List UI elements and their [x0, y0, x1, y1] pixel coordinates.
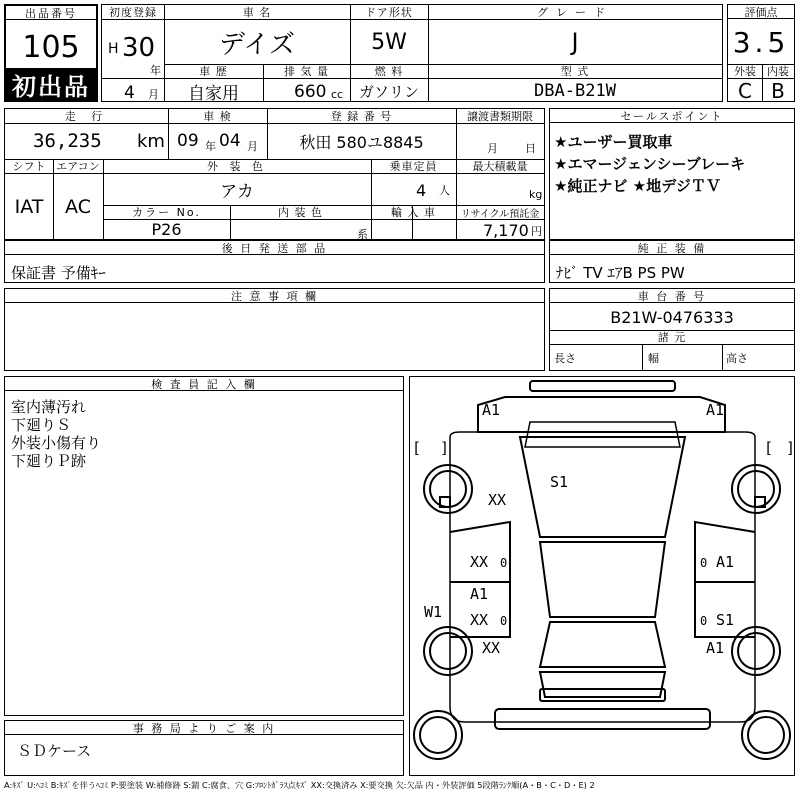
int-color-label: 内 装 色 — [278, 206, 323, 219]
equipment: ﾅﾋﾞ TV ｴｱB PS PW — [556, 264, 685, 282]
inspector-line-1: 室内薄汚れ — [11, 398, 87, 416]
transfer-label: 譲渡書類期限 — [467, 110, 533, 123]
import-label: 輸 入 車 — [391, 206, 436, 219]
sales-point-2: ★エマージェンシーブレーキ — [554, 155, 746, 173]
width-label: 幅 — [648, 352, 659, 365]
later-parts-label: 後 日 発 送 部 品 — [5, 241, 544, 255]
door-label: ドア形状 — [365, 6, 413, 19]
inspector-line-2: 下廻りＳ — [11, 416, 72, 434]
mark-bracket-l2: [ — [764, 439, 774, 457]
max-load-unit: kg — [529, 188, 543, 201]
reg-year-unit: 年 — [150, 64, 161, 77]
sales-point-3: ★純正ナビ ★地デジＴＶ — [554, 177, 721, 195]
office-label: 事 務 局 よ り ご 案 内 — [5, 721, 403, 735]
exterior-label: 外装 — [734, 65, 756, 78]
exterior-grade: C — [738, 79, 752, 103]
car-name: デイズ — [219, 29, 295, 60]
chassis-number: B21W-0476333 — [610, 307, 734, 327]
vehicle-header — [101, 4, 723, 102]
displacement: 660 — [294, 82, 327, 102]
inspector-line-4: 下廻りＰ跡 — [11, 452, 87, 470]
lot-label: 出品番号 — [6, 6, 96, 20]
int-color-unit: 系 — [357, 228, 368, 241]
ac: AC — [65, 195, 91, 218]
height-label: 高さ — [726, 352, 748, 365]
interior-grade: B — [771, 79, 785, 103]
reg-month-unit: 月 — [148, 88, 159, 101]
recycle-unit: 円 — [531, 225, 542, 238]
office-box — [4, 720, 404, 776]
mark-right-rear-door-circle: 0 — [700, 614, 708, 628]
mark-left-front-door: XX — [470, 553, 489, 571]
later-parts: 保証書 予備ｷｰ — [11, 264, 106, 282]
equipment-box — [549, 240, 795, 283]
transfer-month-unit: 月 — [487, 142, 498, 155]
history: 自家用 — [188, 83, 239, 104]
sales-label: セールスポイント — [550, 109, 794, 123]
color-no: P26 — [151, 220, 182, 239]
car-outline — [410, 377, 794, 775]
mark-hood: S1 — [550, 473, 569, 491]
mark-bracket-r2: ] — [786, 439, 796, 457]
legend: A:ｷｽﾞ U:ﾍｺﾐ B:ｷｽﾞを伴うﾍｺﾐ P:要塗装 W:補修跡 S:錆 C:腐食、穴 G:ﾌﾛﾝﾄｶﾞﾗｽ点ｷｽﾞ XX:交換済み X:要交換 欠:欠品 内・外装評価 5段階ﾗﾝｸ順(A・B・C・D・E) 2 — [4, 780, 595, 790]
mark-left-rear-door-x: XX — [470, 611, 489, 629]
lot-number: 105 — [22, 29, 80, 65]
mark-left-front-fender: XX — [488, 491, 507, 509]
insp-month: 04 — [219, 131, 241, 151]
sales-box — [549, 108, 795, 240]
inspector-line-3: 外装小傷有り — [11, 434, 102, 452]
mark-front-right: A1 — [706, 401, 725, 419]
notes-box — [4, 288, 545, 371]
equipment-label: 純 正 装 備 — [550, 241, 794, 255]
score: 3.5 — [732, 25, 790, 59]
inspection-label: 車 検 — [203, 110, 232, 123]
ext-color: アカ — [220, 182, 254, 202]
later-parts-box — [4, 240, 545, 283]
first-reg-label: 初度登録 — [109, 6, 157, 19]
shift-label: シフト — [12, 160, 46, 173]
ac-label: エアコン — [56, 160, 100, 173]
mark-bracket-r1: ] — [440, 439, 450, 457]
mark-windshield: W1 — [424, 603, 443, 621]
insp-month-unit: 月 — [247, 140, 258, 153]
door-type: 5W — [371, 29, 407, 55]
mileage: 36,235 — [33, 130, 102, 152]
grade-label: グレード — [537, 6, 613, 19]
capacity-unit: 人 — [439, 184, 450, 197]
score-label: 評価点 — [728, 5, 794, 19]
plate-label: 登 録 番 号 — [330, 110, 393, 123]
mileage-unit: km — [137, 131, 165, 152]
chassis-box — [549, 288, 795, 371]
mark-right-rear-door: S1 — [716, 611, 735, 629]
inspector-label: 検 査 員 記 入 欄 — [5, 377, 403, 391]
notes-label: 注 意 事 項 欄 — [5, 289, 544, 303]
length-label: 長さ — [554, 352, 576, 365]
dims-label: 諸 元 — [657, 331, 687, 344]
office-text: ＳＤケース — [17, 742, 92, 760]
displacement-unit: cc — [331, 88, 344, 101]
mark-right-front-door: A1 — [716, 553, 735, 571]
model-code: DBA-B21W — [534, 81, 616, 101]
mark-right-rear-fender: A1 — [706, 639, 725, 657]
fuel: ガソリン — [358, 82, 419, 101]
model-label: 型 式 — [560, 65, 590, 78]
recycle-label: リサイクル預託金 — [460, 208, 540, 220]
reg-month: 4 — [124, 83, 135, 103]
details-box — [4, 108, 545, 240]
recycle-amount: 7,170 — [483, 221, 529, 240]
transfer-day-unit: 日 — [525, 142, 536, 155]
first-listing-badge: 初出品 — [6, 68, 96, 100]
plate-number: 秋田 580ユ8845 — [299, 133, 424, 152]
reg-year: 30 — [122, 33, 156, 63]
era: H — [108, 41, 119, 57]
lot-box — [4, 4, 98, 102]
interior-label: 内装 — [767, 65, 789, 78]
inspector-box — [4, 376, 404, 716]
mark-left-rear-fender: XX — [482, 639, 501, 657]
sales-point-1: ★ユーザー買取車 — [554, 133, 673, 151]
car-name-label: 車 名 — [242, 6, 272, 19]
score-box — [727, 4, 795, 102]
mark-front-left: A1 — [482, 401, 501, 419]
grade: J — [571, 28, 579, 56]
fuel-label: 燃 料 — [374, 65, 404, 78]
max-load-label: 最大積載量 — [472, 160, 528, 173]
capacity-label: 乗車定員 — [389, 160, 438, 173]
displacement-label: 排 気 量 — [284, 65, 329, 78]
color-no-label: カラー No. — [132, 206, 201, 219]
mark-right-front-door-circle: 0 — [700, 556, 708, 570]
mark-left-rear-door-a: A1 — [470, 585, 489, 603]
insp-year: 09 — [177, 131, 199, 151]
ext-color-label: 外 装 色 — [207, 160, 267, 173]
mark-left-rear-door-circle: 0 — [500, 614, 508, 628]
chassis-label: 車 台 番 号 — [550, 289, 794, 303]
mileage-label: 走 行 — [64, 110, 109, 123]
mark-bracket-l1: [ — [412, 439, 422, 457]
insp-year-unit: 年 — [205, 140, 216, 153]
mark-left-front-door-circle: 0 — [500, 556, 508, 570]
history-label: 車 歴 — [199, 65, 228, 78]
shift: IAT — [14, 195, 44, 218]
damage-diagram — [409, 376, 795, 776]
capacity: 4 — [416, 181, 427, 200]
